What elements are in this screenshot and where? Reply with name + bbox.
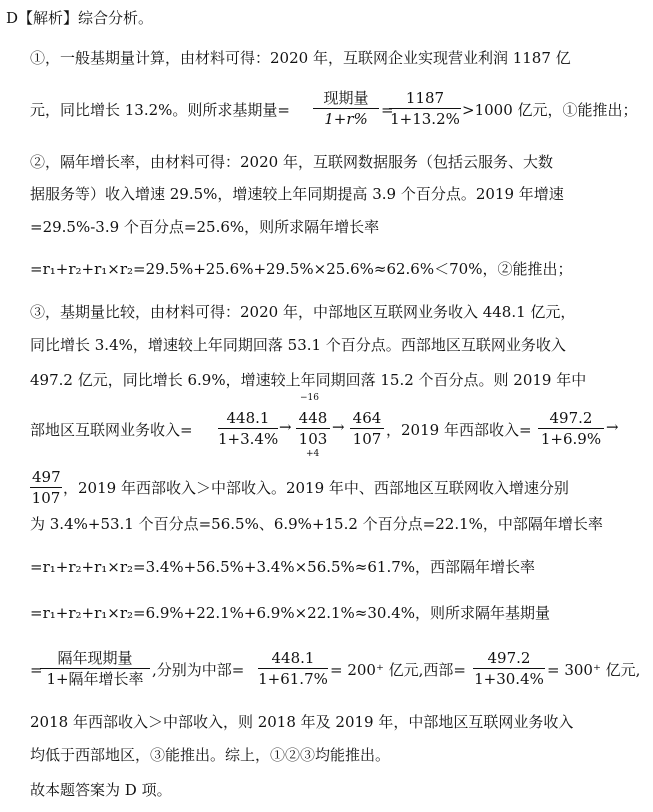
p3-line-10: 2018 年西部收入＞中部收入，则 2018 年及 2019 年，中部地区互联网业务收入 — [30, 713, 574, 731]
answer-header: D【解析】综合分析。 — [6, 9, 154, 27]
p3-line-4b: ，2019 年西部收入= — [386, 421, 532, 439]
p1-line-1: ①，一般基期量计算，由材料可得：2020 年，互联网企业实现营业利润 1187 亿 — [30, 49, 571, 67]
fraction-denominator: 107 — [352, 430, 382, 448]
p3-line-1: ③，基期量比较，由材料可得：2020 年，中部地区互联网业务收入 448.1 亿元， — [30, 303, 576, 321]
equals-sign: = — [381, 101, 394, 119]
fraction-numerator: 497 — [32, 468, 61, 486]
p3-line-8: =r₁+r₂+r₁×r₂=6.9%+22.1%+6.9%×22.1%≈30.4%，则所求隔年基期量 — [30, 604, 551, 622]
fraction-numerator: 464 — [350, 409, 384, 429]
p3-line-11: 均低于西部地区，③能推出。综上，①②③均能推出。 — [30, 746, 391, 764]
p3-line-3: 497.2 亿元，同比增长 6.9%，增速较上年同期回落 15.2 个百分点。则 2019 年中 — [30, 371, 587, 389]
p1-line-2a: 元，同比增长 13.2%。则所求基期量= — [30, 101, 290, 119]
p2-line-2: 据服务等）收入增速 29.5%，增速较上年同期提高 3.9 个百分点。2019 年增速 — [30, 185, 564, 203]
fraction-numerator: 448 — [296, 409, 330, 429]
fraction-denominator: 1+隔年增长率 — [46, 670, 144, 688]
fraction-numerator: 隔年现期量 — [40, 649, 150, 669]
equals-sign: = — [30, 661, 43, 679]
fraction-numerator: 现期量 — [313, 89, 379, 109]
arrow-icon: → — [332, 418, 345, 436]
fraction-497-2 — [538, 409, 604, 448]
fraction-denominator: 1+3.4% — [218, 430, 279, 448]
p3-line-4a: 部地区互联网业务收入= — [30, 421, 193, 439]
p2-line-1: ②，隔年增长率，由材料可得：2020 年，互联网数据服务（包括云服务、大数 — [30, 153, 553, 171]
p3-line-9a: ,分别为中部= — [152, 661, 245, 679]
fraction-denominator: 107 — [31, 489, 61, 507]
p3-line-2: 同比增长 3.4%，增速较上年同期回落 53.1 个百分点。西部地区互联网业务收入 — [30, 336, 566, 354]
fraction-numerator: 497.2 — [473, 649, 545, 669]
fraction-interannual-base — [40, 649, 150, 688]
adjust-label-bottom: +4 — [306, 449, 320, 459]
fraction-denominator: 103 — [298, 430, 328, 448]
arrow-icon: → — [606, 418, 619, 436]
p1-line-2b: >1000 亿元，①能推出； — [462, 101, 638, 119]
arrow-icon: → — [279, 418, 292, 436]
fraction-western — [473, 649, 545, 688]
p2-line-3: =29.5%-3.9 个百分点=25.6%，则所求隔年增长率 — [30, 218, 380, 236]
fraction-base-formula — [313, 89, 379, 128]
fraction-numerator: 497.2 — [538, 409, 604, 429]
final-answer: 故本题答案为 D 项。 — [30, 781, 172, 799]
p3-line-5: ，2019 年西部收入＞中部收入。2019 年中、西部地区互联网收入增速分别 — [63, 479, 569, 497]
fraction-numerator: 448.1 — [258, 649, 328, 669]
p2-line-4: =r₁+r₂+r₁×r₂=29.5%+25.6%+29.5%×25.6%≈62.6%＜70%，②能推出； — [30, 260, 573, 278]
fraction-denominator: 1+6.9% — [540, 430, 602, 448]
fraction-denominator: 1+r% — [324, 110, 368, 128]
fraction-denominator: 1+61.7% — [258, 670, 328, 688]
fraction-denominator: 1+30.4% — [474, 670, 544, 688]
fraction-numerator: 448.1 — [218, 409, 278, 429]
p3-line-6: 为 3.4%+53.1 个百分点=56.5%、6.9%+15.2 个百分点=22.1%，中部隔年增长率 — [30, 515, 603, 533]
p3-line-7: =r₁+r₂+r₁×r₂=3.4%+56.5%+3.4%×56.5%≈61.7%，西部隔年增长率 — [30, 558, 536, 576]
fraction-497-107 — [30, 468, 62, 507]
fraction-448-103 — [296, 409, 330, 448]
p3-line-9c: = 300⁺ 亿元, — [547, 661, 641, 679]
fraction-464-107 — [350, 409, 384, 448]
adjust-label-top: −16 — [300, 393, 319, 403]
fraction-448-1 — [218, 409, 278, 448]
fraction-numerator: 1187 — [389, 89, 461, 109]
p3-line-9b: = 200⁺ 亿元,西部= — [330, 661, 466, 679]
fraction-denominator: 1+13.2% — [390, 110, 460, 128]
fraction-central — [258, 649, 328, 688]
fraction-1187 — [389, 89, 461, 128]
